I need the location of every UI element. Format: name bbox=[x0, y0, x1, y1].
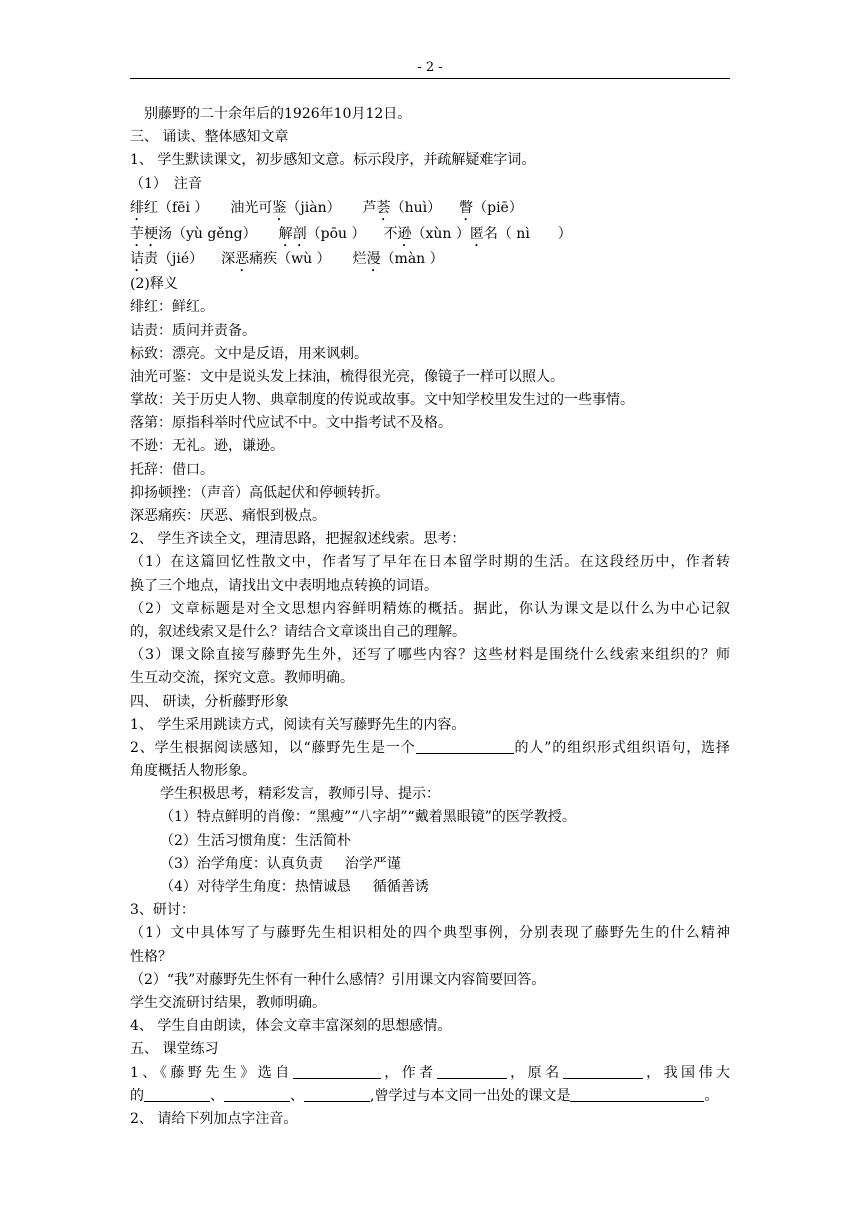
text: ，作者 bbox=[380, 1064, 437, 1081]
text: 的 bbox=[130, 1087, 144, 1104]
page-number: - 2 - bbox=[417, 60, 443, 75]
fill-sentence-line bbox=[130, 737, 730, 760]
phonetic-row-3 bbox=[130, 247, 730, 273]
section-heading-three: 三、 诵读、整体感知文章 bbox=[130, 129, 289, 146]
text-line bbox=[130, 103, 730, 126]
dotted-char: 匿 bbox=[469, 225, 484, 242]
definition: 绯红：鲜红。 bbox=[130, 299, 214, 316]
text: （màn ） bbox=[380, 251, 444, 268]
text-line: 学生交流研讨结果，教师明确。 bbox=[130, 994, 326, 1011]
answer-blank[interactable] bbox=[570, 1086, 704, 1102]
exercise-line: 2、 请给下列加点字注音。 bbox=[130, 1110, 298, 1127]
trait-line bbox=[130, 830, 730, 853]
answer-blank[interactable] bbox=[224, 1086, 290, 1102]
question-line: （1）文中具体写了与藤野先生相识相处的四个典型事例，分别表现了藤野先生的什么精神 bbox=[130, 925, 730, 942]
exercise-line bbox=[130, 1085, 730, 1108]
header-rule bbox=[130, 78, 730, 79]
text: （huì） bbox=[390, 199, 442, 216]
question-line: （2）文章标题是对全文思想内容鲜明精炼的概括。据此，你认为课文是以什么为中心记叙 bbox=[130, 600, 730, 617]
text: （piē） bbox=[473, 199, 523, 216]
text: ，原名 bbox=[506, 1064, 563, 1081]
phonetic-row-1 bbox=[130, 196, 730, 222]
dotted-char: 漫 bbox=[366, 251, 381, 268]
answer-blank[interactable] bbox=[437, 1063, 507, 1079]
text: 、 bbox=[290, 1087, 304, 1104]
dotted-char: 剖 bbox=[292, 225, 307, 242]
step-heading: 3、研讨： bbox=[130, 902, 195, 919]
section-heading-five: 五、 课堂练习 bbox=[130, 1041, 219, 1058]
trait-line bbox=[130, 806, 730, 829]
text: 深 bbox=[221, 251, 236, 268]
text: 责（jié） bbox=[144, 251, 204, 268]
text: 名（ nì ） bbox=[483, 225, 572, 242]
step-heading: 4、 学生自由朗读，体会文章丰富深刻的思想感情。 bbox=[130, 1018, 452, 1035]
answer-blank[interactable] bbox=[304, 1086, 370, 1102]
question-line: 性格？ bbox=[130, 948, 172, 965]
dotted-char: 解 bbox=[278, 225, 293, 242]
trait-line bbox=[130, 853, 730, 876]
dotted-char: 恶 bbox=[235, 251, 250, 268]
dotted-char: 梗 bbox=[144, 225, 158, 242]
definition: 深恶痛疾：厌恶、痛恨到极点。 bbox=[130, 508, 326, 525]
text: 别藤野的二十余年后的1926年10月12日。 bbox=[144, 106, 412, 122]
text: （xùn ） bbox=[411, 225, 470, 242]
text: 痛疾（wù ） bbox=[249, 251, 331, 268]
sub-heading-definitions: (2)释义 bbox=[130, 276, 178, 293]
text: ,曾学过与本文同一出处的课文是 bbox=[370, 1087, 571, 1104]
question-line: 的，叙述线索又是什么？请结合文章谈出自己的理解。 bbox=[130, 623, 466, 640]
question-line: （2）“我”对藤野先生怀有一种什么感情？引用课文内容简要回答。 bbox=[130, 971, 546, 988]
text: 。 bbox=[704, 1087, 719, 1104]
definition: 油光可鉴：文中是说头发上抹油，梳得很光亮，像镜子一样可以照人。 bbox=[130, 368, 564, 385]
dotted-char: 芋 bbox=[130, 225, 144, 242]
text: （2）生活习惯角度：生活简朴 bbox=[160, 832, 351, 849]
dotted-char: 绯 bbox=[130, 199, 144, 216]
text: （1）特点鲜明的肖像：“黑瘦”“八字胡”“戴着黑眼镜”的医学教授。 bbox=[160, 809, 576, 826]
step-heading: 1、 学生采用跳读方式，阅读有关写藤野先生的内容。 bbox=[130, 716, 466, 733]
text: 1、《藤野先生》选自 bbox=[130, 1064, 293, 1081]
section-heading-four: 四、 研读，分析藤野形象 bbox=[130, 693, 289, 710]
step-heading: 2、 学生齐读全文，理清思路，把握叙述线索。思考： bbox=[130, 531, 466, 548]
definition: 标致：漂亮。文中是反语，用来讽刺。 bbox=[130, 345, 368, 362]
dotted-char: 逊 bbox=[397, 225, 412, 242]
answer-blank[interactable] bbox=[293, 1063, 381, 1079]
answer-blank[interactable] bbox=[563, 1063, 643, 1079]
step-heading: 1、 学生默读课文，初步感知文意。标示段序，并疏解疑难字词。 bbox=[130, 152, 536, 169]
answer-blank[interactable] bbox=[416, 738, 514, 754]
exercise-line bbox=[130, 1062, 730, 1085]
text: 2、学生根据阅读感知，以“藤野先生是一个 bbox=[130, 739, 416, 756]
text: ，我国伟大 bbox=[642, 1064, 731, 1081]
text: 红（fēi ） bbox=[144, 199, 209, 216]
text: 学生积极思考，精彩发言，教师引导、提示： bbox=[160, 786, 440, 803]
question-line: （3）课文除直接写藤野先生外，还写了哪些内容？这些材料是围绕什么线索来组织的？师 bbox=[130, 647, 730, 664]
definition: 不逊：无礼。逊，谦逊。 bbox=[130, 438, 284, 455]
text: 、 bbox=[210, 1087, 224, 1104]
definition: 掌故：关于历史人物、典章制度的传说或故事。文中知学校里发生过的一些事情。 bbox=[130, 392, 634, 409]
text: 不 bbox=[383, 225, 398, 242]
text: 循循善诱 bbox=[372, 879, 429, 896]
dotted-char: 诘 bbox=[130, 251, 144, 268]
text: 治学严谨 bbox=[344, 855, 401, 872]
text: 的人”的组织形式组织语句，选择 bbox=[513, 739, 730, 756]
definition: 抑扬顿挫：（声音）高低起伏和停顿转折。 bbox=[130, 484, 389, 501]
text: 烂 bbox=[352, 251, 367, 268]
text: （jiàn） bbox=[286, 199, 341, 216]
dotted-char: 鉴 bbox=[272, 199, 287, 216]
answer-blank[interactable] bbox=[144, 1086, 210, 1102]
phonetic-row-2 bbox=[130, 222, 730, 248]
dotted-char: 荟 bbox=[376, 199, 391, 216]
definition: 诘责：质问并责备。 bbox=[130, 322, 256, 339]
question-line: 换了三个地点，请找出文中表明地点转换的词语。 bbox=[130, 577, 438, 594]
trait-line bbox=[130, 876, 730, 899]
question-line: 生互动交流，探究文意。教师明确。 bbox=[130, 670, 354, 687]
text: 芦 bbox=[362, 199, 377, 216]
text: （3）治学角度：认真负责 bbox=[160, 855, 323, 872]
question-line: （1）在这篇回忆性散文中，作者写了早年在日本留学时期的生活。在这段经历中，作者转 bbox=[130, 554, 730, 571]
dotted-char: 瞥 bbox=[459, 199, 474, 216]
document-body bbox=[130, 103, 730, 1131]
text: 汤（yù gěng） bbox=[158, 225, 257, 242]
text-line: 角度概括人物形象。 bbox=[130, 763, 256, 780]
text-line bbox=[130, 783, 730, 806]
text: 油光可 bbox=[230, 199, 273, 216]
definition: 落第：原指科举时代应试不中。文中指考试不及格。 bbox=[130, 415, 452, 432]
text: （4）对待学生角度：热情诚恳 bbox=[160, 879, 351, 896]
definition: 托辞：借口。 bbox=[130, 461, 214, 478]
text: （pōu ） bbox=[306, 225, 366, 242]
sub-heading-phonetics: （1） 注音 bbox=[130, 175, 202, 192]
